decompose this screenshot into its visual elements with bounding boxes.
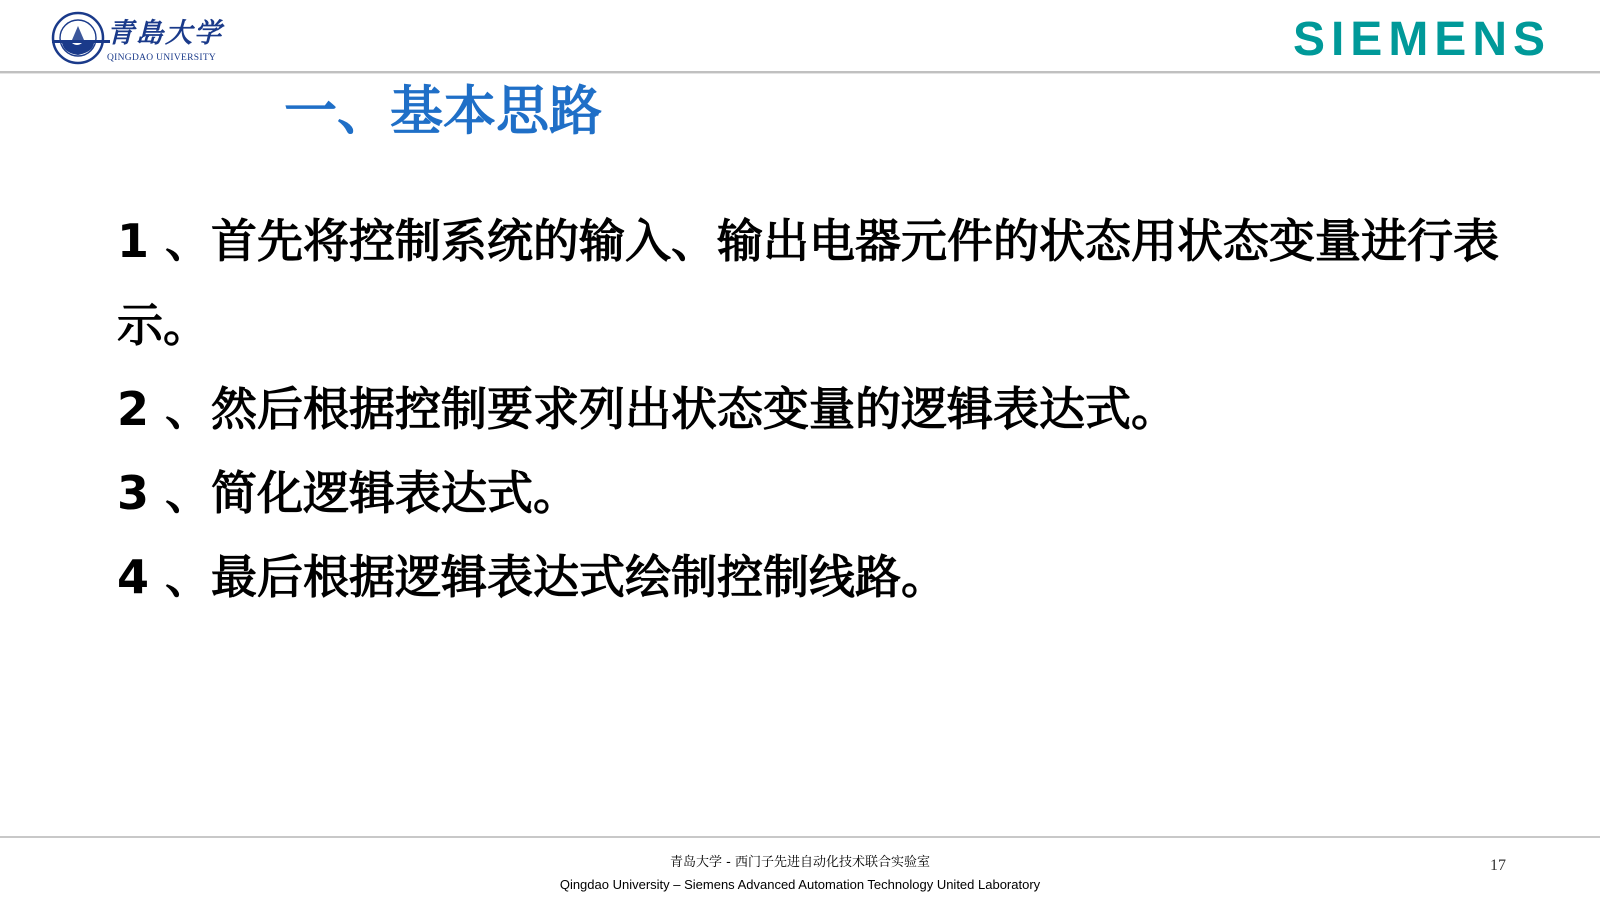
list-item: 2 、然后根据控制要求列出状态变量的逻辑表达式。: [117, 382, 1178, 436]
university-emblem-icon: [50, 10, 110, 66]
footer-divider: [0, 836, 1600, 838]
list-item: 4 、最后根据逻辑表达式绘制控制线路。: [117, 550, 948, 604]
slide-content: [117, 199, 1517, 619]
emblem-bar: [52, 40, 110, 43]
page-number: 17: [1490, 857, 1506, 874]
footer-caption: [0, 852, 1600, 896]
footer-line-en: Qingdao University – Siemens Advanced Automation Technology United Laboratory: [559, 877, 1041, 892]
university-logo-en: QINGDAO UNIVERSITY: [107, 53, 217, 63]
siemens-logo: SIEMENS: [1292, 13, 1551, 66]
slide-title: 一、基本思路: [284, 81, 602, 142]
university-logo: [50, 10, 230, 68]
footer-line-cn: 青岛大学 - 西门子先进自动化技术联合实验室: [670, 855, 930, 870]
header-divider: [0, 71, 1600, 73]
list-item: 3 、简化逻辑表达式。: [117, 466, 580, 520]
list-item: 1 、首先将控制系统的输入、输出电器元件的状态用状态变量进行表示。: [117, 214, 1500, 352]
university-logo-cn: 青島大学: [107, 18, 223, 49]
